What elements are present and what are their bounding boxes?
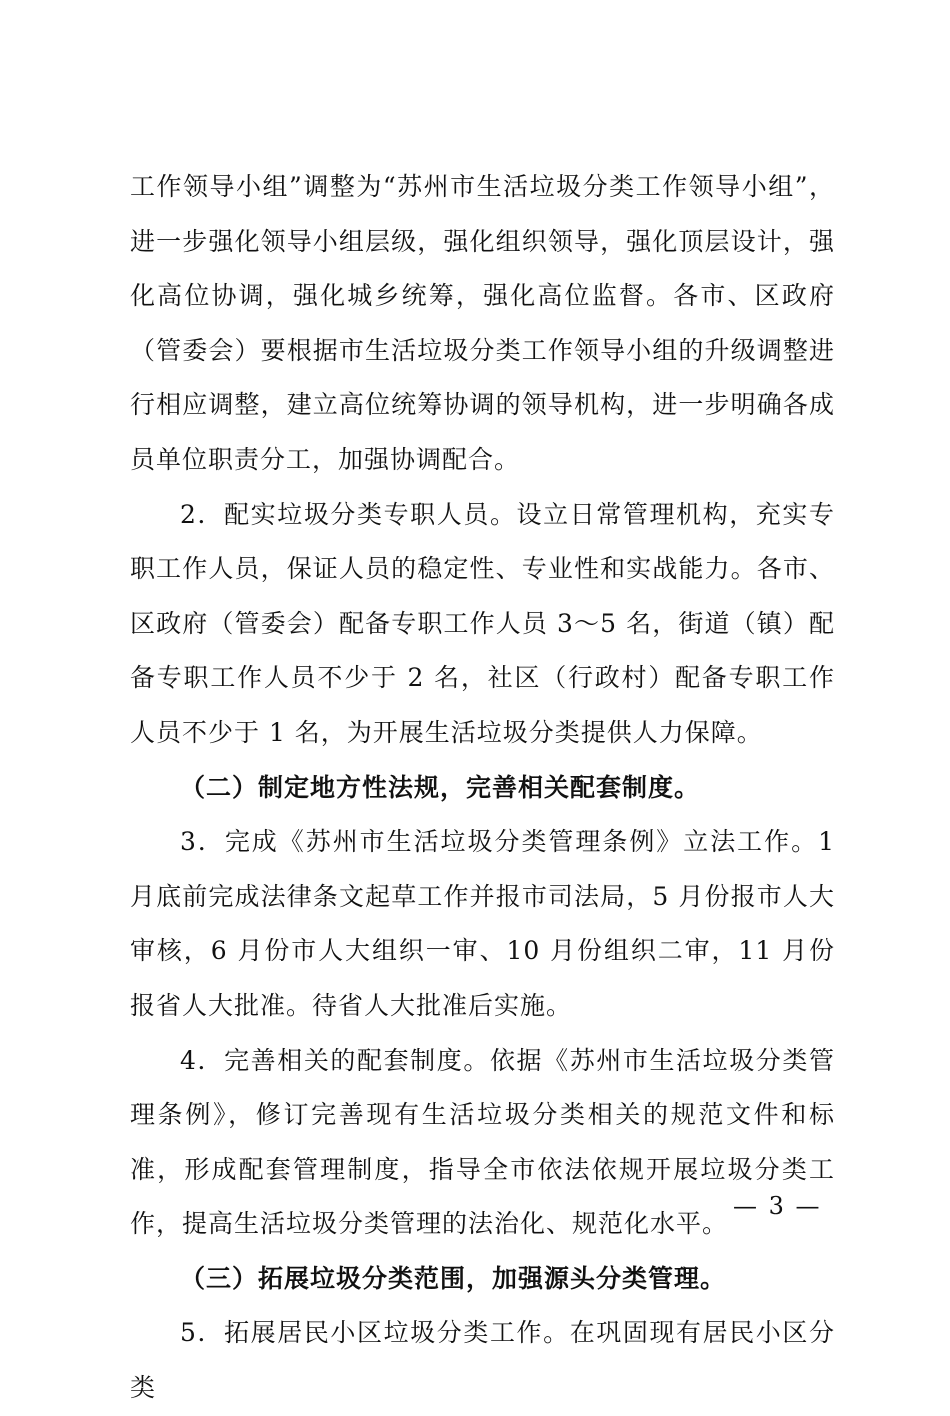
document-body xyxy=(130,160,835,1416)
paragraph-item-3: 3．完成《苏州市生活垃圾分类管理条例》立法工作。1 月底前完成法律条文起草工作并报市司法局，5 月份报市人大审核，6 月份市人大组织一审、10 月份组织二审，11 月份报省人大批准。待省人大批准后实施。 xyxy=(130,827,835,1020)
paragraph-leading-continuation: 工作领导小组”调整为“苏州市生活垃圾分类工作领导小组”，进一步强化领导小组层级，强化组织领导，强化顶层设计，强化高位协调，强化城乡统筹，强化高位监督。各市、区政府（管委会）要根据市生活垃圾分类工作领导小组的升级调整进行相应调整，建立高位统筹协调的领导机构，进一步明确各成员单位职责分工，加强协调配合。 xyxy=(130,172,835,474)
paragraph-item-4: 4．完善相关的配套制度。依据《苏州市生活垃圾分类管理条例》，修订完善现有生活垃圾分类相关的规范文件和标准，形成配套管理制度，指导全市依法依规开展垃圾分类工作，提高生活垃圾分类管理的法治化、规范化水平。 xyxy=(130,1045,835,1239)
page-number: — 3 — xyxy=(733,1192,822,1220)
section-heading-2: （二）制定地方性法规，完善相关配套制度。 xyxy=(180,772,701,802)
paragraph-item-2: 2．配实垃圾分类专职人员。设立日常管理机构，充实专职工作人员，保证人员的稳定性、专业性和实战能力。各市、区政府（管委会）配备专职工作人员 3～5 名，街道（镇）配备专职工作人员不少于 2 名，社区（行政村）配备专职工作人员不少于 1 名，为开展生活垃圾分类提供人力保障。 xyxy=(130,499,835,747)
section-heading-3: （三）拓展垃圾分类范围，加强源头分类管理。 xyxy=(180,1263,727,1293)
paragraph-item-5: 5．拓展居民小区垃圾分类工作。在巩固现有居民小区分类 xyxy=(130,1318,835,1403)
